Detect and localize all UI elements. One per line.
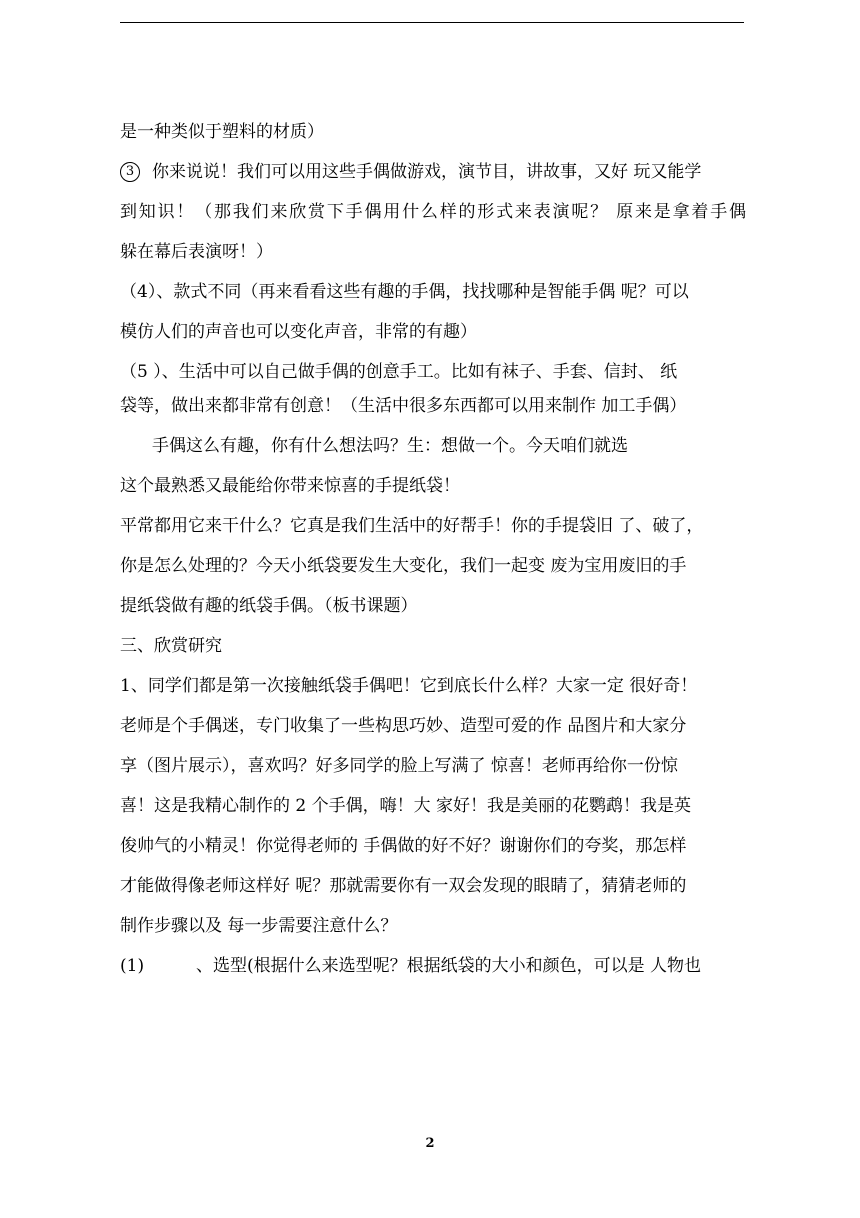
circled-number-marker: 3 (120, 162, 140, 182)
text-line: 才能做得像老师这样好 呢？那就需要你有一双会发现的眼睛了，猜猜老师的 (120, 876, 687, 896)
text-line: 提纸袋做有趣的纸袋手偶。（板书课题） (120, 596, 418, 616)
text-line: （4）、款式不同（再来看看这些有趣的手偶，找找哪种是智能手偶 呢？可以 (120, 282, 689, 302)
list-marker: (1) (120, 956, 145, 976)
text-line: 手偶这么有趣，你有什么想法吗？生：想做一个。今天咱们就选 (152, 436, 628, 456)
text-line: 喜！这是我精心制作的 2 个手偶，嗨！大 家好！我是美丽的花鹦鹉！我是英 (120, 796, 692, 816)
text-line-content: 你来说说！我们可以用这些手偶做游戏，演节目，讲故事，又好 玩又能学 (152, 162, 702, 182)
text-line (120, 155, 746, 189)
text-line (120, 949, 746, 983)
page-number: 2 (425, 1136, 435, 1151)
text-line: 你是怎么处理的？今天小纸袋要发生大变化，我们一起变 废为宝用废旧的手 (120, 556, 687, 576)
text-line: 是一种类似于塑料的材质） (120, 122, 324, 142)
text-line: 到知识！（那我们来欣赏下手偶用什么样的形式来表演呢？ 原来是拿着手偶 (120, 202, 746, 222)
text-line: 平常都用它来干什么？它真是我们生活中的好帮手！你的手提袋旧 了、破了， (120, 516, 704, 536)
text-line: 袋等，做出来都非常有创意！（生活中很多东西都可以用来制作 加工手偶） (120, 396, 687, 416)
text-line: 俊帅气的小精灵！你觉得老师的 手偶做的好不好？谢谢你们的夸奖，那怎样 (120, 836, 687, 856)
header-rule (120, 22, 744, 23)
text-line: 享（图片展示），喜欢吗？好多同学的脸上写满了 惊喜！老师再给你一份惊 (120, 756, 678, 776)
document-body (120, 115, 746, 983)
text-line: 这个最熟悉又最能给你带来惊喜的手提纸袋！ (120, 476, 460, 496)
section-heading: 三、欣赏研究 (120, 636, 222, 656)
text-line: 躲在幕后表演呀！） (120, 242, 273, 262)
text-line: 模仿人们的声音也可以变化声音，非常的有趣） (120, 322, 477, 342)
text-line: 老师是个手偶迷，专门收集了一些构思巧妙、造型可爱的作 品图片和大家分 (120, 716, 687, 736)
text-line: （5 ）、生活中可以自己做手偶的创意手工。比如有袜子、手套、信封、 纸 (120, 362, 678, 382)
text-line: 1、同学们都是第一次接触纸袋手偶吧！它到底长什么样？大家一定 很好奇！ (120, 676, 698, 696)
text-line: 制作步骤以及 每一步需要注意什么？ (120, 916, 398, 936)
text-line-content: 、选型(根据什么来选型呢？根据纸袋的大小和颜色，可以是 人物也 (196, 956, 702, 976)
